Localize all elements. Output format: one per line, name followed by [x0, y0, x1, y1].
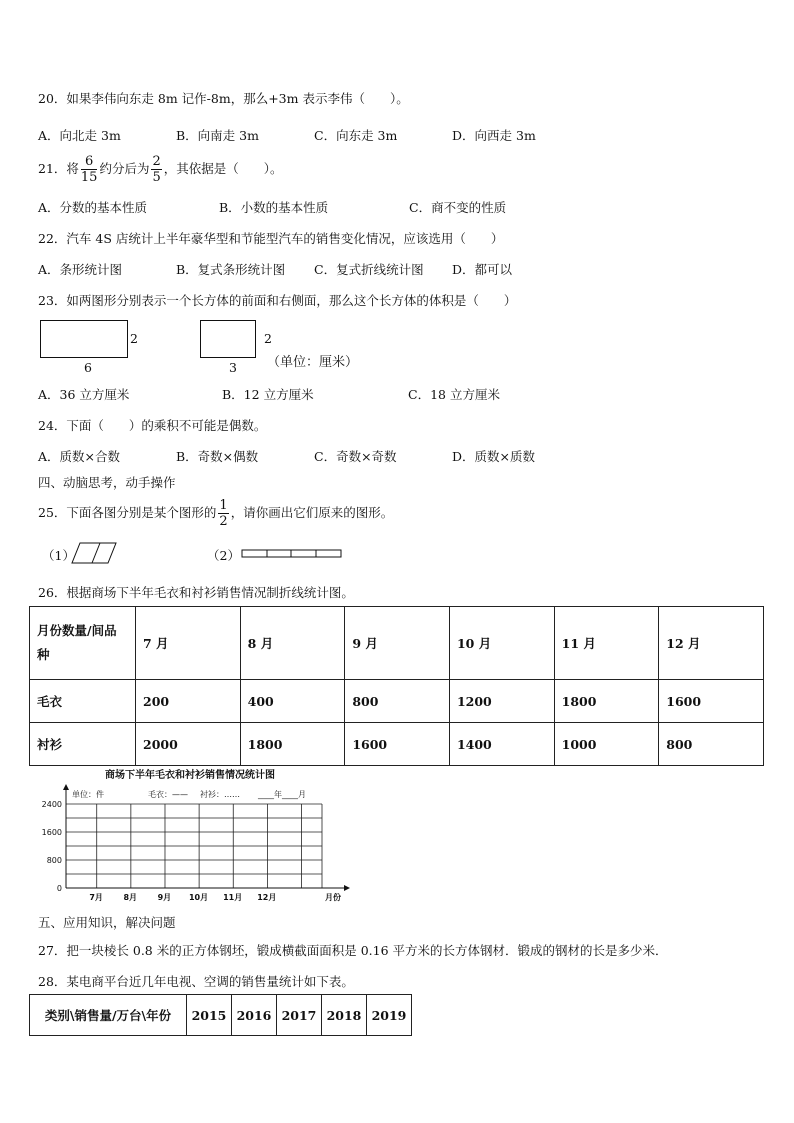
q23-front-face-rect [40, 320, 128, 358]
q21-frac1-den: 15 [80, 170, 98, 185]
chart-title: 商场下半年毛衣和衬衫销售情况统计图 [105, 770, 275, 781]
table-cell: 800 [345, 680, 450, 723]
q21-option-c: C．商不变的性质 [409, 200, 507, 215]
q21-frac1-num: 6 [81, 155, 98, 170]
q27-stem: 27．把一块棱长 0.8 米的正方体钢坯，锻成横截面面积是 0.16 平方米的长方体钢材．锻成的钢材的长是多少米． [38, 943, 668, 958]
q22-option-b: B．复式条形统计图 [176, 262, 286, 277]
chart-x-axis-arrow [344, 885, 350, 891]
q23-rect1-height: 2 [130, 331, 138, 346]
q22-stem: 22．汽车 4S 店统计上半年豪华型和节能型汽车的销售变化情况，应该选用（ ） [38, 231, 504, 246]
table-header-month: 11 月 [554, 607, 659, 680]
q23-stem: 23．如两图形分别表示一个长方体的前面和右侧面，那么这个长方体的体积是（ ） [38, 293, 517, 308]
table-header-month: 9 月 [345, 607, 450, 680]
q22-option-d: D．都可以 [452, 262, 513, 277]
table-header-month: 10 月 [449, 607, 554, 680]
q24-option-a: A．质数×合数 [38, 449, 121, 464]
chart-x-axis-label: 月份 [325, 893, 341, 902]
q21-fraction-1 [81, 155, 98, 184]
table-header-year: 2015 [187, 995, 232, 1036]
q21-frac2-den: 5 [152, 170, 161, 185]
q25-figure-1-parallelogram [70, 541, 120, 566]
chart-y-tick-label: 2400 [41, 800, 62, 809]
table-cell: 1600 [345, 723, 450, 766]
table-row [30, 723, 764, 766]
chart-x-tick-label: 9月 [157, 893, 172, 902]
header-line-1: 月份数量/间品 [37, 623, 117, 638]
table-cell: 1200 [449, 680, 554, 723]
q20-option-a: A．向北走 3m [38, 128, 121, 143]
q20-option-c: C．向东走 3m [314, 128, 398, 143]
chart-x-tick-label: 11月 [223, 893, 243, 902]
chart-unit-label: 单位：件 [72, 790, 104, 799]
q25-label-2: （2） [207, 548, 240, 563]
table-cell: 200 [136, 680, 241, 723]
table-header-year: 2017 [277, 995, 322, 1036]
row-label: 衬衫 [30, 723, 136, 766]
q25-frac-den: 2 [219, 514, 228, 529]
table-header-row [30, 607, 764, 680]
q25-label-1: （1） [42, 548, 75, 563]
q21-option-b: B．小数的基本性质 [219, 200, 329, 215]
chart-legend-sweater: 毛衣：—— [148, 790, 188, 799]
chart-y-tick-label: 1600 [41, 828, 62, 837]
table-header-year: 2018 [322, 995, 367, 1036]
chart-x-tick-label: 10月 [188, 893, 209, 902]
table-cell: 1800 [240, 723, 345, 766]
chart-plot-area [42, 784, 350, 902]
table-header-month: 8 月 [240, 607, 345, 680]
section-4-heading: 四、动脑思考，动手操作 [38, 475, 176, 490]
chart-legend-shirt: 衬衫：…… [200, 790, 240, 799]
chart-y-tick-label: 800 [46, 856, 62, 865]
q22-option-a: A．条形统计图 [38, 262, 123, 277]
header-line-2: 种 [37, 647, 50, 662]
q21-suffix: ，其依据是（ ）。 [163, 161, 283, 176]
q23-unit: （单位：厘米） [267, 355, 359, 370]
q20-option-d: D．向西走 3m [452, 128, 536, 143]
q21-option-a: A．分数的基本性质 [38, 200, 148, 215]
q21-stem [38, 151, 283, 187]
q20-option-b: B．向南走 3m [176, 128, 259, 143]
chart-date-blank: ____年____月 [258, 790, 306, 799]
section-5-heading: 五、应用知识，解决问题 [38, 915, 176, 930]
chart-x-tick-label: 12月 [257, 893, 277, 902]
table-header-year: 2016 [232, 995, 277, 1036]
q23-rect1-width: 6 [84, 360, 92, 375]
q21-mid: 约分后为 [99, 161, 150, 176]
q24-option-d: D．质数×质数 [452, 449, 535, 464]
table-cell: 1000 [554, 723, 659, 766]
table-row [30, 680, 764, 723]
q26-sales-table [29, 606, 764, 766]
table-cell: 2000 [136, 723, 241, 766]
q26-stem: 26．根据商场下半年毛衣和衬衫销售情况制折线统计图。 [38, 585, 354, 600]
q26-blank-line-chart [30, 766, 360, 906]
q25-suffix: ，请你画出它们原来的图形。 [230, 505, 394, 520]
chart-x-tick-label: 7月 [89, 893, 103, 902]
q25-fraction [218, 499, 228, 528]
table-header-month: 12 月 [659, 607, 764, 680]
q23-option-b: B．12 立方厘米 [222, 387, 314, 402]
q23-side-face-rect [200, 320, 256, 358]
q24-stem: 24．下面（ ）的乘积不可能是偶数。 [38, 418, 267, 433]
table-header-month: 7 月 [136, 607, 241, 680]
q25-frac-num: 1 [219, 498, 228, 513]
q20-stem: 20．如果李伟向东走 8m 记作-8m，那么+3m 表示李伟（ ）。 [38, 91, 409, 106]
q23-option-c: C．18 立方厘米 [408, 387, 500, 402]
q21-frac2-num: 2 [152, 154, 161, 169]
q23-rect2-height: 2 [264, 331, 272, 346]
q25-stem [38, 493, 393, 533]
table-header-corner [30, 607, 136, 680]
table-header-row [30, 995, 412, 1036]
q23-option-a: A．36 立方厘米 [38, 387, 130, 402]
q21-fraction-2 [151, 155, 161, 184]
q21-prefix: 21．将 [38, 161, 79, 176]
table-cell: 1600 [659, 680, 764, 723]
table-cell: 400 [240, 680, 345, 723]
chart-x-tick-label: 8月 [123, 893, 138, 902]
q24-option-b: B．奇数×偶数 [176, 449, 259, 464]
table-header-corner: 类别\销售量/万台\年份 [30, 995, 187, 1036]
row-label: 毛衣 [30, 680, 136, 723]
q28-sales-table [29, 994, 412, 1036]
table-cell: 800 [659, 723, 764, 766]
q28-stem: 28．某电商平台近几年电视、空调的销售量统计如下表。 [38, 974, 354, 989]
table-cell: 1800 [554, 680, 659, 723]
chart-y-axis-arrow [63, 784, 69, 790]
chart-y-tick-label: 0 [56, 884, 62, 893]
q25-prefix: 25．下面各图分别是某个图形的 [38, 505, 217, 520]
q24-option-c: C．奇数×奇数 [314, 449, 397, 464]
table-header-year: 2019 [367, 995, 412, 1036]
q25-figure-2-strip [241, 548, 343, 560]
q22-option-c: C．复式折线统计图 [314, 262, 424, 277]
q23-rect2-width: 3 [229, 360, 237, 375]
table-cell: 1400 [449, 723, 554, 766]
